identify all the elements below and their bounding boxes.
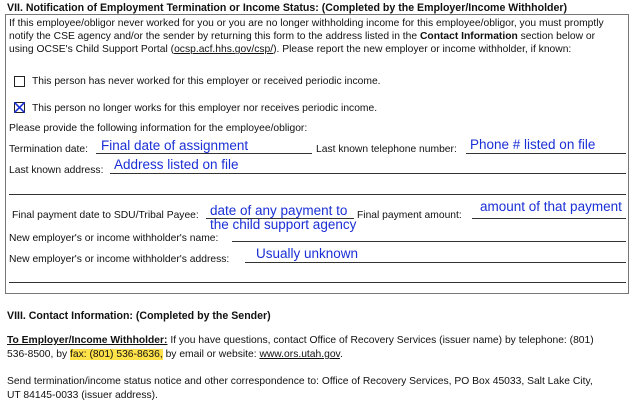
new-employer-name-line[interactable] — [232, 241, 626, 242]
x-check-icon — [14, 102, 25, 113]
provide-info-label: Please provide the following information for the employee/obligor: — [9, 123, 308, 134]
fax-highlight: fax: (801) 536-8636, — [69, 349, 163, 360]
contact-line-1: To Employer/Income Withholder: If you have questions, contact Office of Recovery Services (issuer name) by telephone: (801) — [7, 335, 594, 346]
contact-line-2: 536-8500, by fax: (801) 536-8636, by email or website: www.ors.utah.gov. — [7, 349, 343, 360]
phone-line — [466, 153, 626, 154]
address-label: Last known address: — [9, 165, 104, 176]
termination-date-label: Termination date: — [9, 144, 88, 155]
portal-link[interactable]: ocsp.acf.hhs.gov/csp/ — [174, 44, 274, 56]
final-payment-amount-field[interactable]: amount of that payment — [480, 199, 622, 214]
website-link[interactable]: www.ors.utah.gov — [259, 349, 340, 360]
final-payment-date-field-2: the child support agency — [210, 217, 357, 232]
final-payment-date-field[interactable]: date of any payment to — [210, 203, 348, 218]
address-line — [110, 173, 626, 174]
final-payment-amount-label: Final payment amount: — [357, 210, 462, 221]
address-line-2 — [9, 194, 626, 195]
new-employer-address-line — [245, 262, 626, 263]
final-payment-amount-line — [472, 218, 626, 219]
final-payment-date-label: Final payment date to SDU/Tribal Payee: — [12, 210, 199, 221]
new-employer-address-label: New employer's or income withholder's address: — [9, 254, 230, 265]
section-7-title: VII. Notification of Employment Termination or Income Status: (Completed by the Employer/Income Withholder) — [7, 2, 568, 14]
termination-date-line — [96, 153, 312, 154]
section-7-intro: If this employee/obligor never worked for you or you are no longer withholding income for this employee/obligor, you must promptly notify the CSE agency and/or the sender by returning this form to the address listed in the Contact Information section below or using OCSE's Child Support Portal (ocsp.acf.hhs.gov/csp/). Please report the new employer or income withholder, if known: — [9, 18, 604, 56]
phone-field[interactable]: Phone # listed on file — [470, 137, 596, 152]
send-line-2: UT 84145-0033 (issuer address). — [7, 390, 158, 401]
no-longer-works-checkbox[interactable] — [14, 102, 25, 113]
phone-label: Last known telephone number: — [316, 144, 457, 155]
never-worked-label: This person has never worked for this employer or received periodic income. — [32, 76, 381, 87]
section-8-title: VIII. Contact Information: (Completed by the Sender) — [7, 310, 271, 322]
new-employer-address-field[interactable]: Usually unknown — [256, 246, 359, 261]
address-field[interactable]: Address listed on file — [114, 157, 239, 172]
never-worked-checkbox[interactable] — [14, 76, 25, 87]
new-employer-name-label: New employer's or income withholder's name: — [9, 233, 219, 244]
no-longer-works-label: This person no longer works for this employer nor receives periodic income. — [32, 103, 378, 114]
termination-date-field[interactable]: Final date of assignment — [101, 138, 249, 153]
to-employer-label: To Employer/Income Withholder: — [7, 335, 168, 346]
new-employer-address-line-2 — [9, 282, 626, 283]
contact-information-ref: Contact Information — [419, 31, 518, 43]
send-line-1: Send termination/income status notice and other correspondence to: Office of Recovery Services, PO Box 45033, Salt Lake City, — [7, 376, 593, 387]
